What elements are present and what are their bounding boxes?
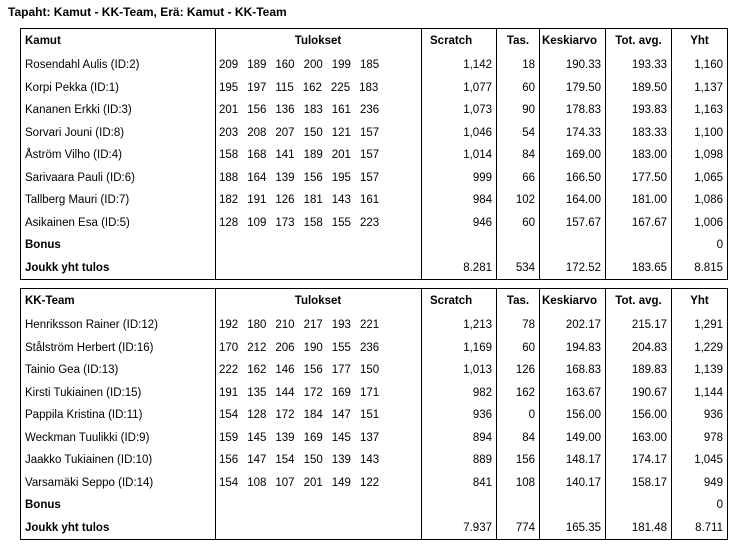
player-total-average: 215.17 (606, 314, 672, 337)
player-row (21, 77, 728, 100)
player-average: 163.67 (540, 382, 606, 405)
game-score: 162 (247, 364, 267, 376)
header-res: Tulokset (216, 29, 422, 55)
player-total-average: 156.00 (606, 404, 672, 427)
game-score: 183 (359, 81, 379, 94)
team-total-label: Joukk yht tulos (21, 517, 216, 540)
header-row (21, 29, 728, 55)
game-score: 155 (331, 341, 351, 354)
player-total: 1,045 (694, 454, 723, 466)
player-scores (216, 99, 422, 122)
player-scores (216, 77, 422, 100)
game-score: 150 (303, 126, 323, 139)
game-score: 236 (359, 104, 380, 116)
player-total: 949 (703, 476, 723, 489)
player-average: 179.50 (540, 77, 606, 100)
page-title: Tapaht: Kamut - KK-Team, Erä: Kamut - KK-Team (8, 5, 287, 19)
game-score: 177 (331, 364, 351, 376)
game-score: 135 (247, 386, 267, 399)
player-row (21, 404, 728, 427)
player-average: 190.33 (540, 54, 606, 77)
game-score: 191 (219, 386, 239, 399)
player-row (21, 314, 728, 337)
player-tas: 108 (497, 472, 540, 495)
game-score: 149 (331, 476, 351, 489)
bonus-empty-cell (216, 234, 422, 257)
player-name: Jaakko Tukiainen (ID:10) (21, 449, 216, 472)
player-name: Tallberg Mauri (ID:7) (21, 189, 216, 212)
game-score: 115 (275, 81, 294, 94)
bonus-label: Bonus (21, 494, 216, 517)
player-total-average: 177.50 (606, 167, 672, 190)
player-average: 169.00 (540, 144, 606, 167)
player-total: 1,229 (694, 341, 723, 354)
player-scores (216, 382, 422, 405)
game-score: 146 (275, 364, 295, 376)
game-score: 170 (219, 341, 239, 354)
game-score: 191 (247, 194, 267, 206)
team-total-label: Joukk yht tulos (21, 257, 216, 280)
player-name: Korpi Pekka (ID:1) (21, 77, 216, 100)
player-tas: 102 (497, 189, 540, 212)
player-scratch: 999 (422, 167, 497, 190)
bonus-empty-cell (540, 234, 606, 257)
bonus-label: Bonus (21, 234, 216, 257)
header-tas: Tas. (497, 289, 540, 315)
player-tas: 66 (497, 167, 540, 190)
player-scores (216, 427, 422, 450)
player-scores (216, 449, 422, 472)
player-tas: 162 (497, 382, 540, 405)
game-score: 206 (275, 341, 295, 354)
game-score: 201 (303, 476, 323, 489)
game-score: 162 (302, 81, 322, 94)
game-score: 139 (275, 171, 295, 184)
team-total-scratch: 7.937 (422, 517, 497, 540)
player-total: 1,144 (694, 386, 723, 399)
player-tas: 60 (497, 212, 540, 235)
bonus-empty-cell (497, 494, 540, 517)
player-average: 166.50 (540, 167, 606, 190)
player-name: Sorvari Jouni (ID:8) (21, 122, 216, 145)
player-row (21, 449, 728, 472)
game-score: 156 (303, 364, 323, 376)
header-yht: Yht (690, 295, 709, 307)
game-score: 121 (331, 126, 351, 139)
player-row (21, 122, 728, 145)
player-total-average: 189.83 (606, 359, 672, 382)
player-tas: 78 (497, 314, 540, 337)
player-tas: 60 (497, 77, 540, 100)
game-score: 180 (247, 319, 267, 331)
player-row (21, 54, 728, 77)
player-total: 1,065 (694, 171, 723, 184)
header-avg: Keskiarvo (540, 289, 606, 315)
player-row (21, 167, 728, 190)
bonus-empty-cell (422, 494, 497, 517)
player-scratch: 936 (422, 404, 497, 427)
game-score: 217 (303, 319, 323, 331)
player-name: Varsamäki Seppo (ID:14) (21, 472, 216, 495)
game-score: 161 (359, 194, 380, 206)
game-score: 150 (359, 364, 380, 376)
game-score: 209 (219, 59, 239, 71)
game-score: 161 (331, 104, 351, 116)
player-scores (216, 359, 422, 382)
game-score: 208 (247, 126, 267, 139)
game-score: 185 (359, 59, 380, 71)
game-score: 184 (303, 409, 323, 421)
player-scratch: 1,046 (422, 122, 497, 145)
bonus-empty-cell (606, 234, 672, 257)
player-average: 148.17 (540, 449, 606, 472)
game-score: 154 (219, 409, 239, 421)
game-score: 157 (359, 126, 380, 139)
bonus-row (21, 494, 728, 517)
player-scratch: 889 (422, 449, 497, 472)
game-score: 199 (331, 59, 351, 71)
game-score: 107 (275, 476, 295, 489)
player-total-average: 193.83 (606, 99, 672, 122)
player-total: 1,137 (694, 81, 723, 94)
player-scores (216, 189, 422, 212)
game-score: 139 (275, 431, 295, 444)
header-tot_avg: Tot. avg. (606, 289, 672, 315)
game-score: 207 (275, 126, 295, 139)
player-average: 174.33 (540, 122, 606, 145)
game-score: 109 (247, 216, 267, 229)
player-name: Pappila Kristina (ID:11) (21, 404, 216, 427)
game-score: 128 (219, 216, 239, 229)
game-score: 158 (219, 149, 239, 161)
player-row (21, 99, 728, 122)
game-score: 157 (359, 171, 380, 184)
player-tas: 90 (497, 99, 540, 122)
header-tot_avg: Tot. avg. (606, 29, 672, 55)
player-scratch: 1,169 (422, 337, 497, 360)
player-average: 149.00 (540, 427, 606, 450)
bonus-value: 0 (716, 239, 723, 251)
player-name: Sarivaara Pauli (ID:6) (21, 167, 216, 190)
game-score: 190 (303, 341, 323, 354)
game-score: 145 (247, 431, 267, 444)
player-average: 178.83 (540, 99, 606, 122)
player-scores (216, 167, 422, 190)
game-score: 203 (219, 126, 239, 139)
game-score: 189 (303, 149, 323, 161)
game-score: 195 (219, 81, 239, 94)
player-scratch: 1,142 (422, 54, 497, 77)
player-row (21, 212, 728, 235)
player-average: 156.00 (540, 404, 606, 427)
header-row (21, 289, 728, 315)
bonus-empty-cell (606, 494, 672, 517)
game-score: 158 (303, 216, 323, 229)
game-score: 147 (247, 454, 267, 466)
game-score: 181 (303, 194, 323, 206)
game-score: 171 (359, 386, 380, 399)
player-scores (216, 472, 422, 495)
game-score: 188 (219, 171, 239, 184)
player-scratch: 894 (422, 427, 497, 450)
team-total-row (21, 257, 728, 280)
player-total: 1,163 (694, 104, 723, 116)
player-average: 140.17 (540, 472, 606, 495)
player-scratch: 1,213 (422, 314, 497, 337)
player-tas: 60 (497, 337, 540, 360)
team-total-scratch: 8.281 (422, 257, 497, 280)
player-scratch: 1,014 (422, 144, 497, 167)
player-scratch: 841 (422, 472, 497, 495)
player-row (21, 472, 728, 495)
player-total: 1,100 (694, 126, 723, 139)
game-score: 143 (359, 454, 380, 466)
bonus-empty-cell (497, 234, 540, 257)
game-score: 147 (331, 409, 351, 421)
player-row (21, 337, 728, 360)
bonus-empty-cell (422, 234, 497, 257)
player-row (21, 427, 728, 450)
player-total-average: 167.67 (606, 212, 672, 235)
player-row (21, 189, 728, 212)
player-name: Kananen Erkki (ID:3) (21, 99, 216, 122)
team-total-row (21, 517, 728, 540)
player-name: Weckman Tuulikki (ID:9) (21, 427, 216, 450)
player-scratch: 984 (422, 189, 497, 212)
game-score: 173 (275, 216, 295, 229)
header-res: Tulokset (216, 289, 422, 315)
player-tas: 18 (497, 54, 540, 77)
player-total: 1,086 (694, 194, 723, 206)
player-row (21, 359, 728, 382)
player-tas: 84 (497, 427, 540, 450)
game-score: 210 (275, 319, 295, 331)
player-name: Rosendahl Aulis (ID:2) (21, 54, 216, 77)
player-name: Kirsti Tukiainen (ID:15) (21, 382, 216, 405)
game-score: 172 (303, 386, 323, 399)
game-score: 150 (303, 454, 323, 466)
player-total-average: 189.50 (606, 77, 672, 100)
player-average: 168.83 (540, 359, 606, 382)
header-scratch: Scratch (422, 29, 497, 55)
game-score: 156 (303, 171, 323, 184)
game-score: 189 (247, 59, 267, 71)
team-total-empty (216, 257, 422, 280)
player-total-average: 183.33 (606, 122, 672, 145)
team-total-tot-avg: 183.65 (606, 257, 672, 280)
player-average: 194.83 (540, 337, 606, 360)
game-score: 182 (219, 194, 239, 206)
player-total: 936 (703, 409, 723, 421)
header-avg: Keskiarvo (540, 29, 606, 55)
team-total-avg: 165.35 (540, 517, 606, 540)
player-total: 978 (703, 431, 723, 444)
game-score: 154 (275, 454, 295, 466)
player-total-average: 158.17 (606, 472, 672, 495)
header-yht: Yht (690, 35, 709, 47)
team-table-kk-team (20, 288, 728, 540)
game-score: 157 (359, 149, 380, 161)
player-scratch: 1,013 (422, 359, 497, 382)
player-total: 1,139 (694, 364, 723, 376)
game-score: 172 (275, 409, 295, 421)
player-name: Asikainen Esa (ID:5) (21, 212, 216, 235)
player-row (21, 382, 728, 405)
team-total-tot-avg: 181.48 (606, 517, 672, 540)
player-scores (216, 314, 422, 337)
game-score: 159 (219, 431, 239, 444)
player-name: Stålström Herbert (ID:16) (21, 337, 216, 360)
game-score: 108 (247, 476, 267, 489)
player-total: 1,291 (694, 319, 723, 331)
game-score: 154 (219, 476, 239, 489)
team-total-avg: 172.52 (540, 257, 606, 280)
player-scores (216, 404, 422, 427)
game-score: 169 (331, 386, 351, 399)
team-table-kamut (20, 28, 728, 280)
game-score: 137 (359, 431, 380, 444)
bonus-empty-cell (216, 494, 422, 517)
player-name: Åström Vilho (ID:4) (21, 144, 216, 167)
game-score: 201 (219, 104, 239, 116)
player-total-average: 204.83 (606, 337, 672, 360)
player-total: 1,160 (694, 59, 723, 71)
player-row (21, 144, 728, 167)
header-scratch: Scratch (422, 289, 497, 315)
player-total: 1,098 (694, 149, 723, 161)
game-score: 201 (331, 149, 351, 161)
game-score: 225 (330, 81, 351, 94)
game-score: 168 (247, 149, 267, 161)
player-scratch: 1,077 (422, 77, 497, 100)
player-total-average: 174.17 (606, 449, 672, 472)
game-score: 221 (359, 319, 380, 331)
game-score: 139 (331, 454, 351, 466)
player-scores (216, 54, 422, 77)
header-name: KK-Team (21, 289, 216, 315)
player-scratch: 1,073 (422, 99, 497, 122)
game-score: 145 (331, 431, 351, 444)
player-total-average: 181.00 (606, 189, 672, 212)
game-score: 200 (303, 59, 323, 71)
game-score: 128 (247, 409, 267, 421)
bonus-empty-cell (540, 494, 606, 517)
game-score: 156 (247, 104, 267, 116)
player-total: 1,006 (694, 216, 723, 229)
player-scores (216, 144, 422, 167)
player-scores (216, 337, 422, 360)
player-scores (216, 122, 422, 145)
header-name: Kamut (21, 29, 216, 55)
game-score: 222 (219, 364, 239, 376)
player-name: Tainio Gea (ID:13) (21, 359, 216, 382)
game-score: 151 (359, 409, 380, 421)
player-tas: 156 (497, 449, 540, 472)
player-tas: 54 (497, 122, 540, 145)
game-score: 197 (247, 81, 267, 94)
player-name: Henriksson Rainer (ID:12) (21, 314, 216, 337)
team-total-empty (216, 517, 422, 540)
game-score: 183 (303, 104, 323, 116)
game-score: 143 (331, 194, 351, 206)
game-score: 223 (359, 216, 380, 229)
bonus-row (21, 234, 728, 257)
game-score: 156 (219, 454, 239, 466)
team-total-tas: 534 (497, 257, 540, 280)
player-average: 164.00 (540, 189, 606, 212)
player-tas: 126 (497, 359, 540, 382)
bonus-value: 0 (716, 499, 723, 511)
game-score: 164 (247, 171, 267, 184)
game-score: 136 (275, 104, 295, 116)
game-score: 122 (359, 476, 380, 489)
player-average: 157.67 (540, 212, 606, 235)
game-score: 192 (219, 319, 239, 331)
game-score: 155 (331, 216, 351, 229)
player-total-average: 190.67 (606, 382, 672, 405)
game-score: 195 (331, 171, 351, 184)
player-scores (216, 212, 422, 235)
player-tas: 84 (497, 144, 540, 167)
game-score: 126 (275, 194, 295, 206)
team-total-tas: 774 (497, 517, 540, 540)
header-tas: Tas. (497, 29, 540, 55)
player-scratch: 982 (422, 382, 497, 405)
game-score: 141 (275, 149, 295, 161)
game-score: 212 (247, 341, 267, 354)
game-score: 193 (331, 319, 351, 331)
player-total-average: 163.00 (606, 427, 672, 450)
game-score: 169 (303, 431, 323, 444)
player-average: 202.17 (540, 314, 606, 337)
game-score: 160 (275, 59, 295, 71)
team-total-yht: 8.815 (694, 261, 723, 274)
game-score: 144 (275, 386, 295, 399)
game-score: 236 (359, 341, 380, 354)
player-total-average: 183.00 (606, 144, 672, 167)
player-total-average: 193.33 (606, 54, 672, 77)
team-total-yht: 8.711 (695, 521, 723, 534)
player-tas: 0 (497, 404, 540, 427)
player-scratch: 946 (422, 212, 497, 235)
